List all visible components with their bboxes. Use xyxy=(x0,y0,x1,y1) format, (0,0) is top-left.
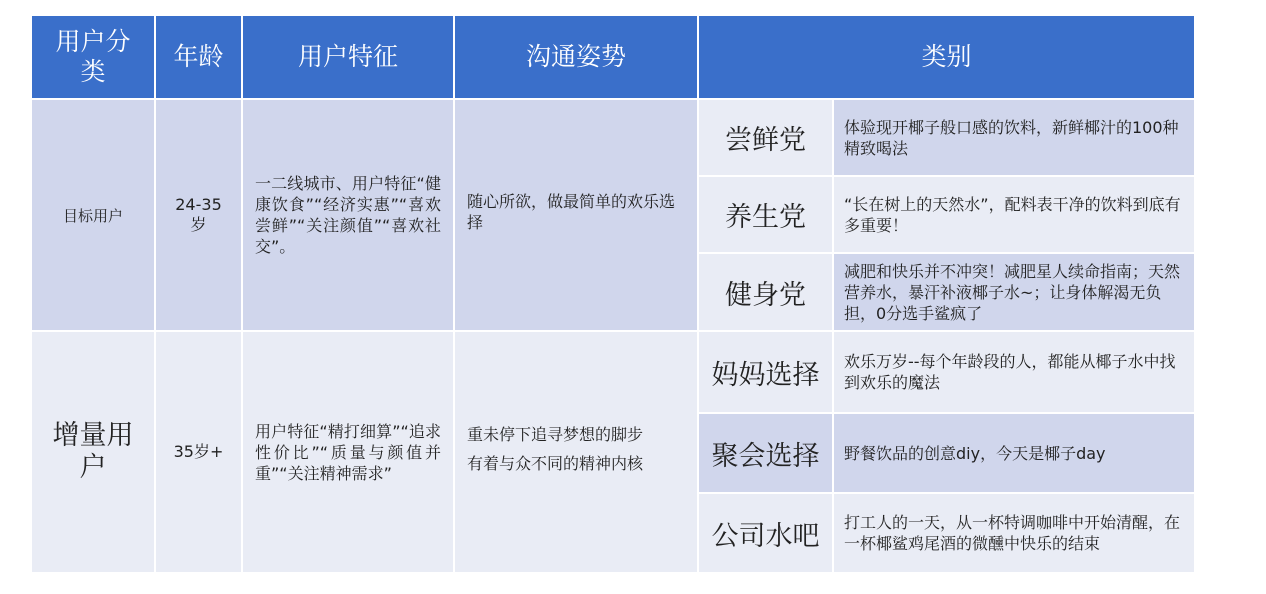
features-cell xyxy=(242,99,454,331)
category-name: 健身党 xyxy=(698,253,833,331)
age-text: 24-35岁 xyxy=(175,195,222,234)
category-desc: 体验现开椰子般口感的饮料，新鲜椰汁的100种精致喝法 xyxy=(833,99,1195,176)
communication-cell xyxy=(454,331,698,573)
group-label xyxy=(31,331,155,573)
communication-cell xyxy=(454,99,698,331)
communication-text: 随心所欲，做最简单的欢乐选择 xyxy=(467,192,676,232)
group-label-text: 增量用户 xyxy=(52,420,134,483)
header-row xyxy=(31,15,1195,99)
category-desc: 野餐饮品的创意diy，今天是椰子day xyxy=(833,413,1195,493)
user-segmentation-table xyxy=(30,14,1196,574)
category-name: 养生党 xyxy=(698,176,833,253)
header-group: 用户分类 xyxy=(31,15,155,99)
header-features: 用户特征 xyxy=(242,15,454,99)
age-text: 35岁+ xyxy=(173,442,224,461)
communication-text: 重未停下追寻梦想的脚步 xyxy=(467,425,644,444)
category-desc: 打工人的一天，从一杯特调咖啡中开始清醒，在一杯椰鲨鸡尾酒的微醺中快乐的结束 xyxy=(833,493,1195,573)
category-desc: 减肥和快乐并不冲突！减肥星人续命指南；天然营养水，暴汗补液椰子水~；让身体解渴无负担，0分选手鲨疯了 xyxy=(833,253,1195,331)
age-cell xyxy=(155,331,242,573)
features-text: 用户特征“精打细算”“追求性价比”“质量与颜值并重”“关注精神需求” xyxy=(255,421,441,483)
category-desc: 欢乐万岁--每个年龄段的人，都能从椰子水中找到欢乐的魔法 xyxy=(833,331,1195,413)
header-communication: 沟通姿势 xyxy=(454,15,698,99)
category-name: 妈妈选择 xyxy=(698,331,833,413)
header-age: 年龄 xyxy=(155,15,242,99)
features-text: 一二线城市、用户特征“健康饮食”“经济实惠”“喜欢尝鲜”“关注颜值”“喜欢社交”。 xyxy=(255,174,441,256)
header-category: 类别 xyxy=(698,15,1195,99)
category-desc: “长在树上的天然水”，配料表干净的饮料到底有多重要！ xyxy=(833,176,1195,253)
age-cell xyxy=(155,99,242,331)
features-cell xyxy=(242,331,454,573)
category-name: 聚会选择 xyxy=(698,413,833,493)
category-name: 尝鲜党 xyxy=(698,99,833,176)
category-name: 公司水吧 xyxy=(698,493,833,573)
group-label: 目标用户 xyxy=(31,99,155,331)
communication-text: 有着与众不同的精神内核 xyxy=(467,454,644,473)
table-row xyxy=(31,331,1195,413)
table-row xyxy=(31,99,1195,176)
